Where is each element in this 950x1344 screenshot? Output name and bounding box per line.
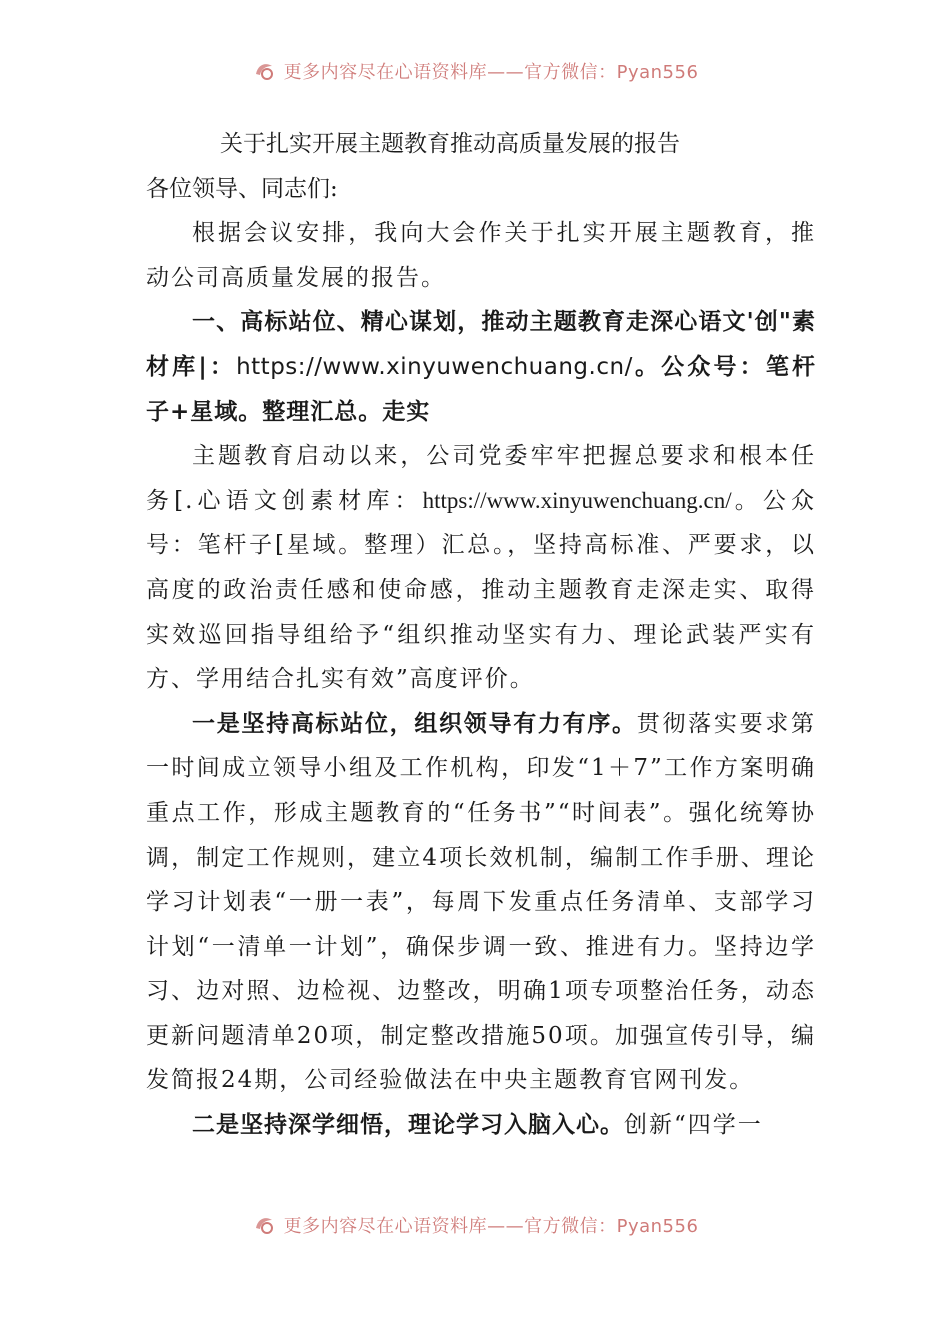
watermark-logo-icon xyxy=(252,60,278,82)
section-heading-1-tail: 。公众号：笔杆子+星域。整理汇总。走实 xyxy=(146,353,817,425)
intro-paragraph: 根据会议安排，我向大会作关于扎实开展主题教育，推动公司高质量发展的报告。 xyxy=(146,220,816,291)
salutation: 各位领导、同志们: xyxy=(146,175,338,202)
paragraph-2 xyxy=(146,434,816,702)
document-body xyxy=(146,122,816,1148)
paragraph-2-before: 主题教育启动以来，公司党委牢牢把握总要求和根本任务[.心语文创素材库： xyxy=(146,443,816,514)
paragraph-3 xyxy=(146,702,816,1103)
watermark-text: 更多内容尽在心语资料库——官方微信：Pyan556 xyxy=(283,1216,699,1237)
watermark-top xyxy=(0,56,950,86)
paragraph-3-lead: 一是坚持高标站位，组织领导有力有序。 xyxy=(192,710,637,737)
watermark-bottom xyxy=(0,1210,950,1240)
document-title: 关于扎实开展主题教育推动高质量发展的报告 xyxy=(220,131,680,157)
section-heading-1-text: 一、高标站位、精心谋划，推动主题教育走深心语文'创"素材库|： xyxy=(146,309,816,380)
paragraph-3-text: 贯彻落实要求第一时间成立领导小组及工作机构，印发“1＋7”工作方案明确重点工作，形成主题教育的“任务书”“时间表”。强化统筹协调，制定工作规则，建立4项长效机制，编制工作手册、理论学习计划表“一册一表”，每周下发重点任务清单、支部学习计划“一清单一计划”，确保步调一致、推进有力。坚持边学习、边对照、边检视、边整改，明确1项专项整治任务，动态更新问题清单20项，制定整改措施50项。加强宣传引导，编发简报24期，公司经验做法在中央主题教育官网刊发。 xyxy=(146,710,817,1094)
paragraph-4 xyxy=(146,1103,816,1148)
paragraph-4-lead: 二是坚持深学细悟，理论学习入脑入心。 xyxy=(192,1112,624,1139)
paragraph-2-after: 。公众号：笔杆子[星域。整理）汇总。，坚持高标准、严要求，以高度的政治责任感和使命感，推动主题教育走深走实、取得实效巡回指导组给予“组织推动坚实有力、理论武装严实有方、学用结合扎实有效”高度评价。 xyxy=(146,487,816,693)
paragraph-4-text: 创新“四学一 xyxy=(624,1112,763,1139)
paragraph-2-url: https://www.xinyuwenchuang.cn/ xyxy=(422,487,732,513)
watermark-text: 更多内容尽在心语资料库——官方微信：Pyan556 xyxy=(283,62,699,83)
section-heading-1-url: https://www.xinyuwenchuang.cn/ xyxy=(236,353,633,380)
watermark-logo-icon xyxy=(252,1214,278,1236)
section-heading-1 xyxy=(146,300,816,434)
